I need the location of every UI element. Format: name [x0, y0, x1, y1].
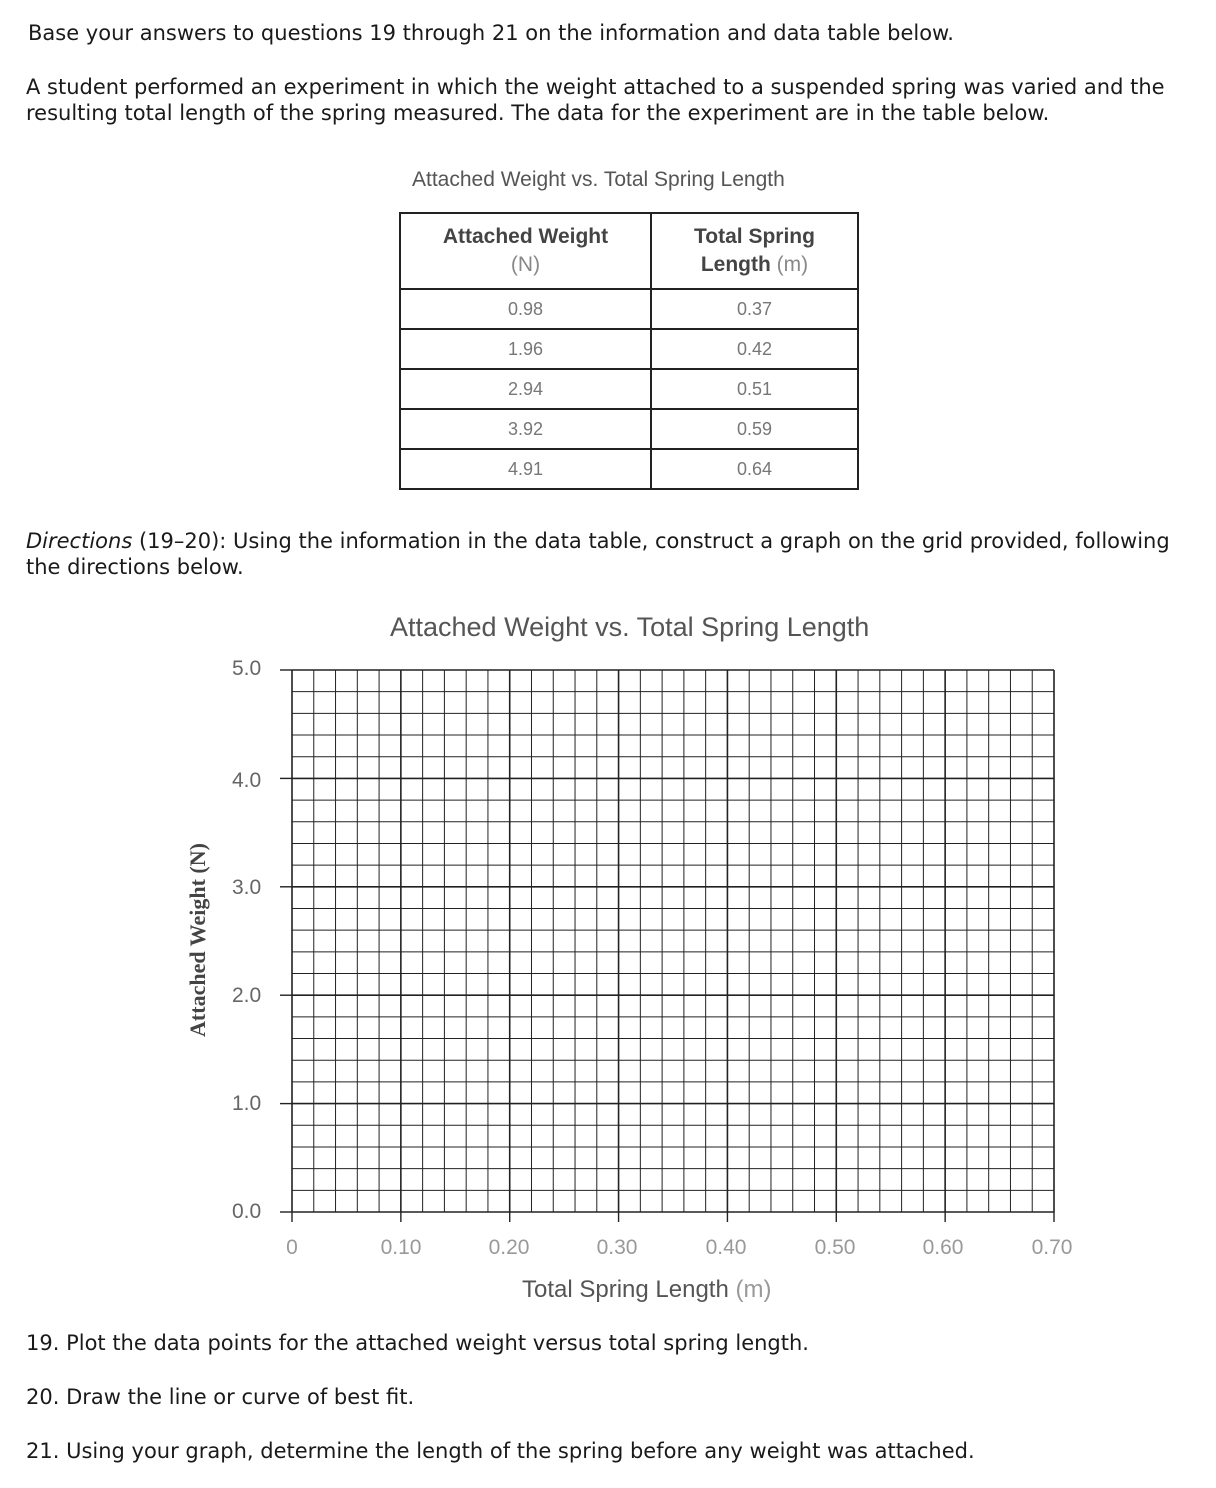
- y-axis-label-text: Attached Weight (N): [185, 843, 210, 1037]
- weight-cell: 4.91: [400, 449, 651, 489]
- x-tick-label: 0.20: [488, 1236, 530, 1259]
- x-tick-label: 0: [286, 1236, 298, 1259]
- y-tick-label: 1.0: [232, 1092, 262, 1115]
- header-length-unit: (m): [776, 253, 809, 276]
- y-tick-label: 4.0: [232, 769, 262, 792]
- x-tick-label: 0.40: [705, 1236, 747, 1259]
- header-weight-title: Attached Weight: [442, 225, 609, 248]
- length-cell: 0.42: [651, 329, 858, 369]
- y-tick-label: 3.0: [232, 876, 262, 899]
- weight-cell: 3.92: [400, 409, 651, 449]
- x-tick-label: 0.50: [814, 1236, 856, 1259]
- length-cell: 0.59: [651, 409, 858, 449]
- length-cell: 0.64: [651, 449, 858, 489]
- y-tick-label: 5.0: [232, 657, 262, 680]
- directions-text: (19–20): Using the information in the data table, construct a graph on the grid provided, following the directions below.: [26, 529, 1170, 579]
- x-axis-unit: (m): [735, 1276, 772, 1303]
- y-tick-label: 2.0: [232, 984, 262, 1007]
- x-tick-label: 0.10: [380, 1236, 422, 1259]
- y-tick-label: 0.0: [232, 1200, 262, 1223]
- length-cell: 0.51: [651, 369, 858, 409]
- x-tick-label: 0.30: [596, 1236, 638, 1259]
- question-19: 19. Plot the data points for the attached weight versus total spring length.: [26, 1331, 809, 1355]
- directions-label: Directions: [26, 529, 133, 553]
- x-axis-label-text: Total Spring Length: [522, 1276, 729, 1303]
- weight-cell: 2.94: [400, 369, 651, 409]
- x-tick-label: 0.70: [1031, 1236, 1073, 1259]
- table-caption: Attached Weight vs. Total Spring Length: [412, 168, 785, 191]
- question-21: 21. Using your graph, determine the length of the spring before any weight was attached.: [26, 1439, 975, 1463]
- experiment-description: A student performed an experiment in which the weight attached to a suspended spring was varied and the resulting total length of the spring measured. The data for the experiment are in the table below.: [26, 75, 1165, 125]
- length-cell: 0.37: [651, 289, 858, 329]
- header-length-title2: Length: [700, 253, 771, 276]
- header-weight-unit: (N): [510, 253, 541, 276]
- x-tick-label: 0.60: [922, 1236, 964, 1259]
- question-20: 20. Draw the line or curve of best fit.: [26, 1385, 415, 1409]
- weight-cell: 0.98: [400, 289, 651, 329]
- header-length-title: Total Spring: [694, 225, 815, 248]
- intro-text: Base your answers to questions 19 through 21 on the information and data table below.: [28, 21, 954, 45]
- weight-cell: 1.96: [400, 329, 651, 369]
- graph-title: Attached Weight vs. Total Spring Length: [390, 612, 870, 642]
